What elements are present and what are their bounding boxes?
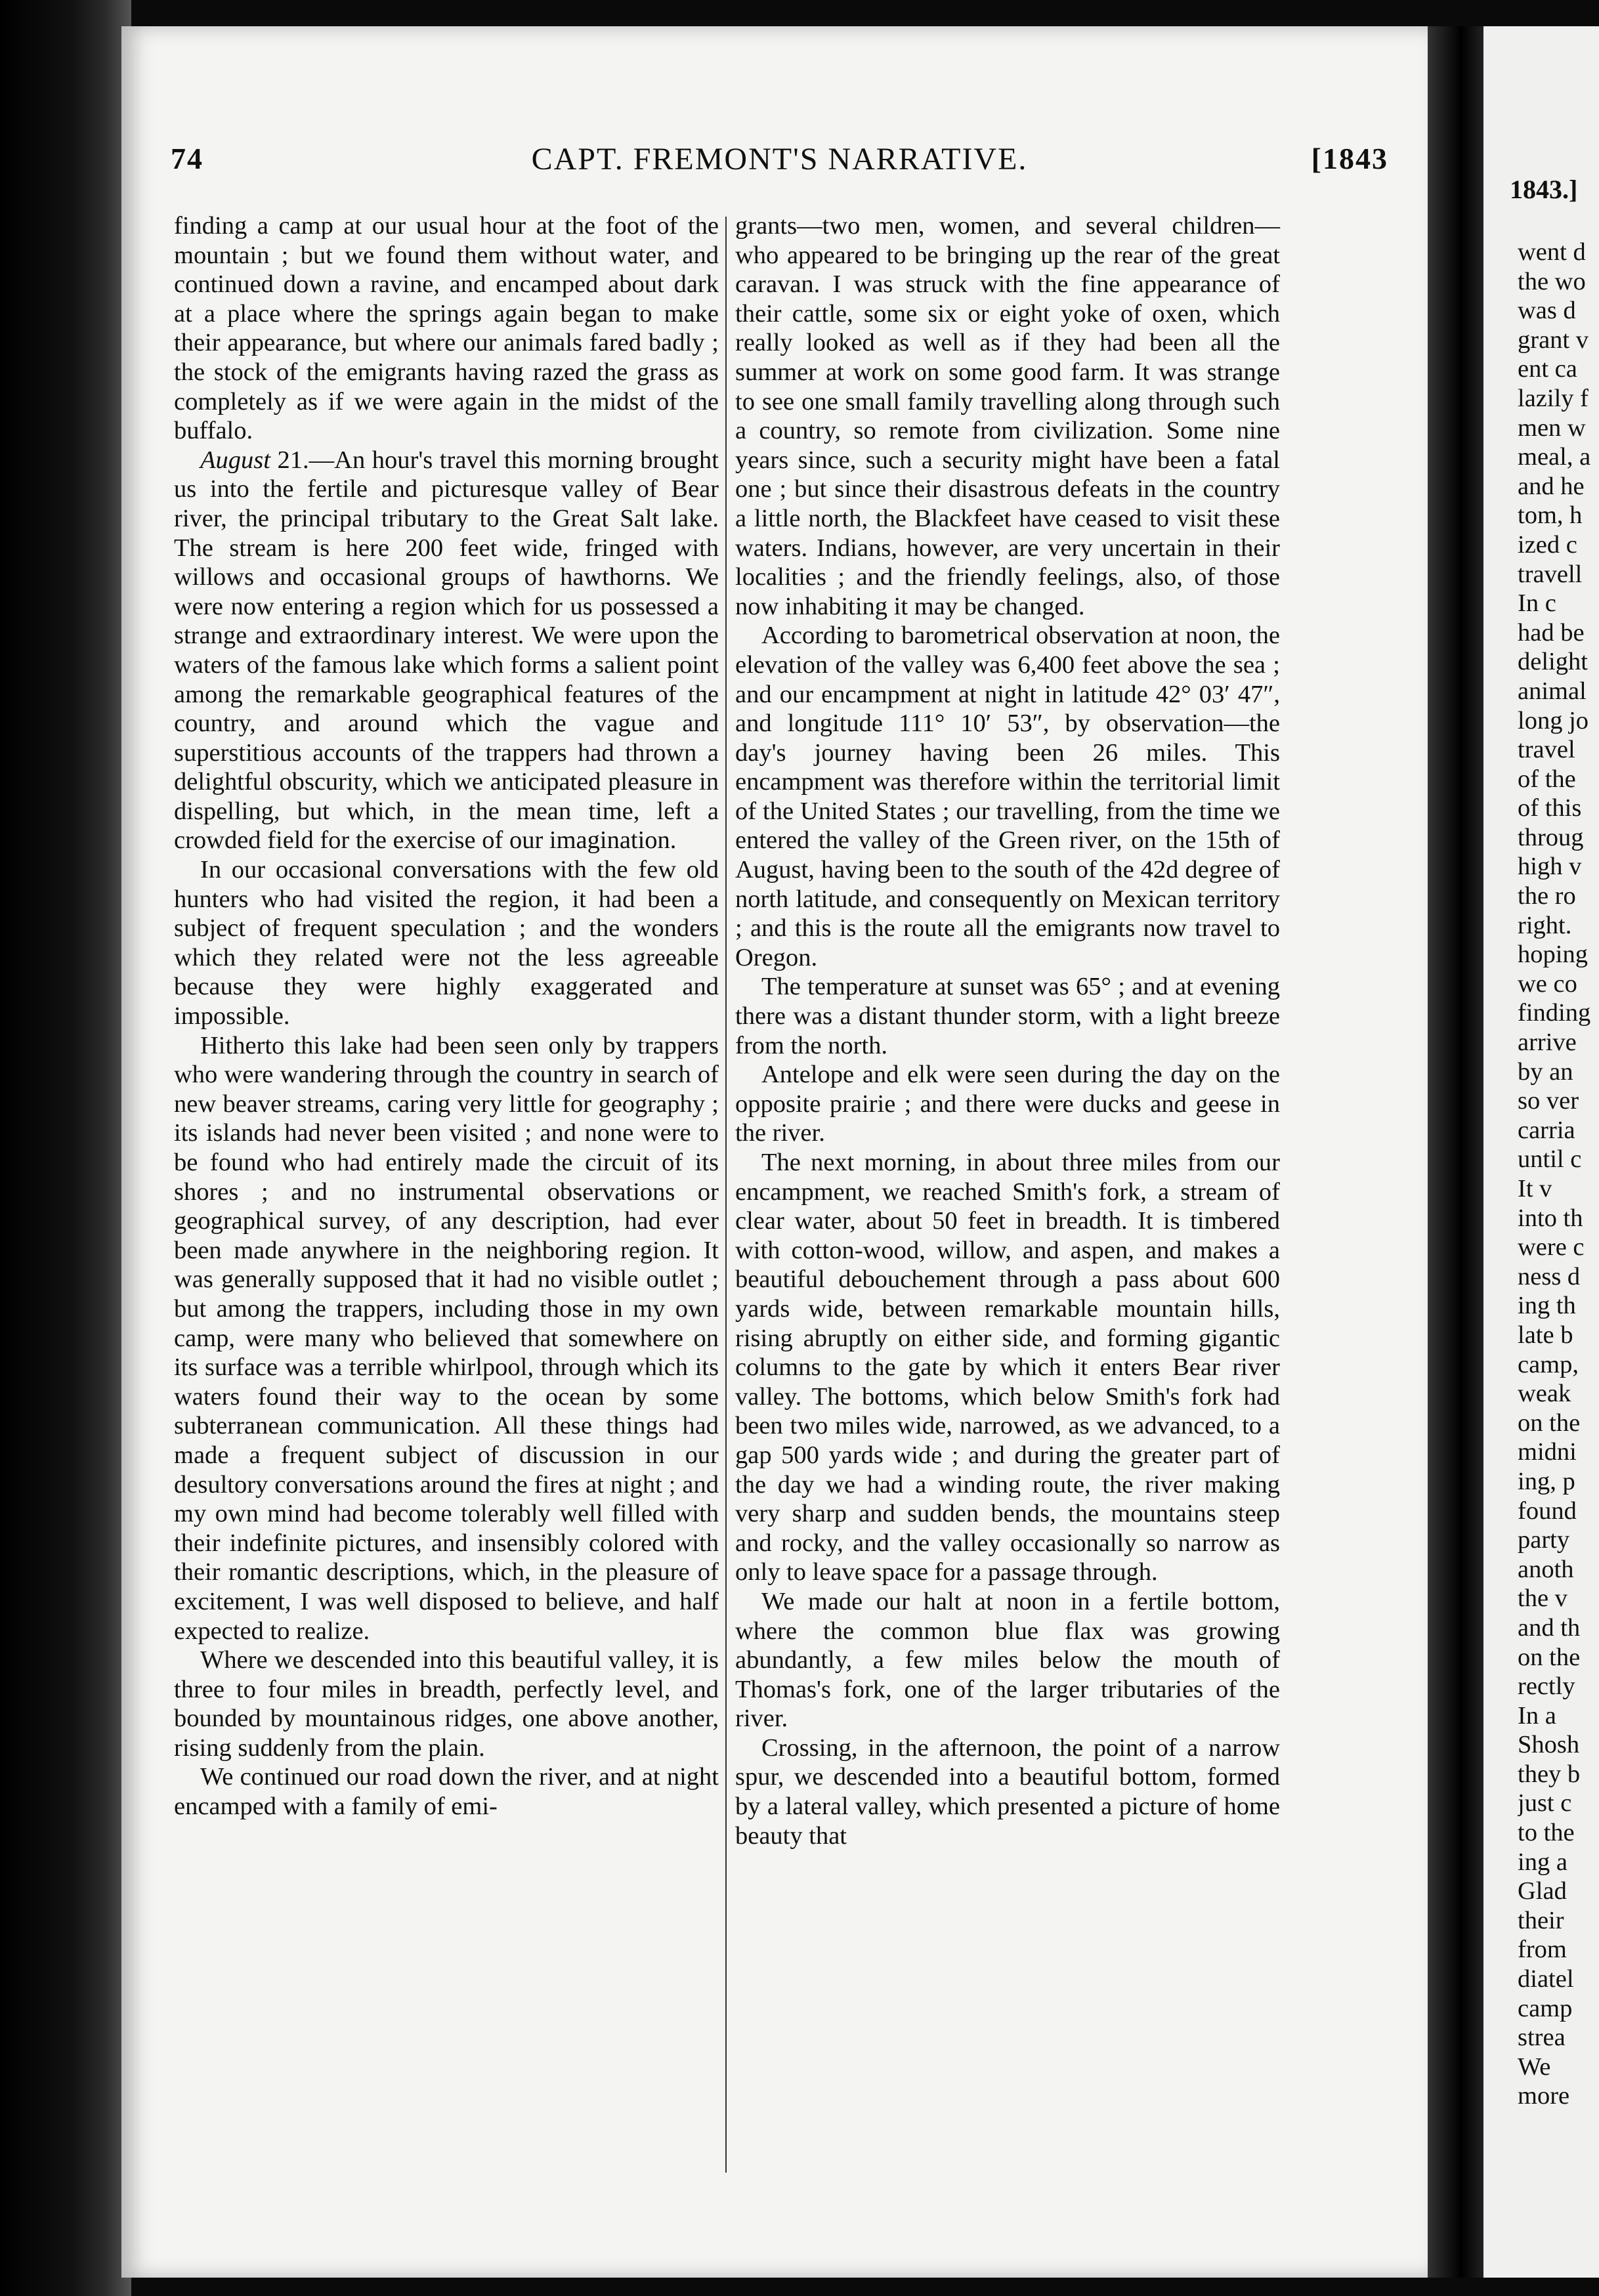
paragraph: We made our halt at noon in a fertile bottom, where the common blue flax was growing abundantly, a few miles below the mouth of Thomas's fork, one of the larger tributaries of the river. bbox=[735, 1587, 1280, 1733]
facing-page-line: finding bbox=[1518, 999, 1591, 1027]
facing-page-line: into th bbox=[1518, 1204, 1583, 1232]
date-lead-in: August bbox=[200, 446, 270, 474]
facing-page-line: party bbox=[1518, 1526, 1570, 1554]
facing-page-line: animal bbox=[1518, 677, 1587, 705]
left-text-column bbox=[174, 211, 719, 1821]
facing-page-line: strea bbox=[1518, 2024, 1566, 2052]
paragraph: Where we descended into this beautiful valley, it is three to four miles in breadth, perfectly level, and bounded by mountainous ridges, one above another, rising suddenly from the plain. bbox=[174, 1646, 719, 1762]
facing-page-line: the wo bbox=[1518, 267, 1586, 295]
facing-page-line: ing th bbox=[1518, 1292, 1576, 1320]
facing-page-line: we co bbox=[1518, 969, 1577, 998]
facing-page-line: carria bbox=[1518, 1116, 1575, 1144]
facing-page-line: were c bbox=[1518, 1233, 1585, 1262]
facing-page-line: high v bbox=[1518, 853, 1582, 881]
facing-page-line: grant v bbox=[1518, 326, 1588, 354]
page-gutter bbox=[1428, 26, 1483, 2278]
paragraph: The temperature at sunset was 65° ; and at evening there was a distant thunder storm, with a light breeze from the north. bbox=[735, 973, 1280, 1059]
paragraph-text: 21.—An hour's travel this morning brought us into the fertile and picturesque valley of Bear river, the principal tributary to the Great Salt lake. The stream is here 200 feet wide, fringed with willows and occasional groups of hawthorns. We were now entering a region which for us possessed a strange and extraordinary interest. We were upon the waters of the famous lake which forms a salient point among the remarkable geographical features of the country, and around which the vague and superstitious accounts of the trappers had thrown a delightful obscurity, which we anticipated pleasure in dispelling, but which, in the mean time, left a crowded field for the exercise of our imagination. bbox=[174, 446, 719, 855]
right-text-column bbox=[735, 211, 1280, 1850]
facing-page-line: midni bbox=[1518, 1438, 1577, 1466]
facing-page-line: and he bbox=[1518, 472, 1585, 500]
facing-page-line: by an bbox=[1518, 1057, 1573, 1086]
binding-shadow bbox=[0, 0, 131, 2296]
facing-page-line: from bbox=[1518, 1936, 1567, 1964]
facing-page-line: on the bbox=[1518, 1643, 1581, 1671]
facing-page-line: ized c bbox=[1518, 530, 1577, 559]
facing-page-line: ing a bbox=[1518, 1848, 1567, 1876]
facing-page-line: In c bbox=[1518, 589, 1556, 618]
facing-page-line: the v bbox=[1518, 1584, 1567, 1613]
facing-page-line: they b bbox=[1518, 1760, 1581, 1788]
paragraph: We continued our road down the river, and at night encamped with a family of emi- bbox=[174, 1763, 719, 1821]
facing-page-line: meal, a bbox=[1518, 443, 1591, 471]
facing-page-line: camp, bbox=[1518, 1350, 1579, 1378]
facing-page-line: more bbox=[1518, 2082, 1570, 2110]
column-rule bbox=[725, 217, 727, 2173]
page-header bbox=[171, 141, 1388, 187]
facing-page-line: had be bbox=[1518, 618, 1585, 647]
paragraph: The next morning, in about three miles from our encampment, we reached Smith's fork, a stream of clear water, about 50 feet in breadth. It is timbered with cotton-wood, willow, and aspen, and makes a beautiful debouchement through a pass about 600 yards wide, between remarkable mountain hills, rising abruptly on either side, and forming gigantic columns to the gate by which it enters Bear river valley. The bottoms, which below Smith's fork had been two miles wide, narrowed, as we advanced, to a gap 500 yards wide ; and during the greater part of the day we had a winding route, the river making very sharp and sudden bends, the mountains steep and rocky, and the valley occasionally so narrow as only to leave space for a passage through. bbox=[735, 1149, 1280, 1586]
facing-page-line: found bbox=[1518, 1497, 1577, 1525]
facing-page-line: arrive bbox=[1518, 1029, 1577, 1057]
facing-page-line: long jo bbox=[1518, 706, 1589, 734]
facing-page-text bbox=[1518, 238, 1599, 2111]
facing-page-line: men w bbox=[1518, 414, 1586, 442]
facing-page-line: and th bbox=[1518, 1613, 1581, 1642]
facing-page-line: It v bbox=[1518, 1175, 1552, 1202]
facing-page-line: tom, h bbox=[1518, 501, 1583, 530]
facing-page-line: travel bbox=[1518, 736, 1575, 764]
paragraph: In our occasional conversations with the few old hunters who had visited the region, it had been a subject of frequent speculation ; and the wonders which they related were not the less agreeable because they were highly exaggerated and impossible. bbox=[174, 856, 719, 1031]
facing-page-line: In a bbox=[1518, 1701, 1556, 1730]
page-number: 74 bbox=[171, 142, 203, 175]
facing-page-line: ness d bbox=[1518, 1262, 1581, 1290]
facing-page-line: until c bbox=[1518, 1145, 1582, 1174]
facing-page-line: right. bbox=[1518, 911, 1572, 939]
facing-page-line: delight bbox=[1518, 648, 1588, 676]
facing-page-line: We bbox=[1518, 2052, 1551, 2081]
facing-page-line: throug bbox=[1518, 823, 1584, 851]
paragraph: grants—two men, women, and several children—who appeared to be bringing up the rear of the great caravan. I was struck with the fine appearance of their cattle, some six or eight yoke of oxen, which really looked as well as if they had been all the summer at work on some good farm. It was strange to see one small family travelling along through such a country, so remote from civilization. Some nine years since, such a security might have been a fatal one ; but since their disastrous defeats in the country a little north, the Blackfeet have ceased to visit these waters. Indians, however, are very uncertain in their localities ; and the friendly feelings, also, of those now inhabiting it may be changed. bbox=[735, 212, 1280, 620]
facing-page-line: on the bbox=[1518, 1409, 1581, 1437]
paragraph: Hitherto this lake had been seen only by trappers who were wandering through the country in search of new beaver streams, caring very little for geography ; its islands had never been visited ; and none were to be found who had entirely made the circuit of its shores ; and no instrumental observations or geographical survey, of any description, had ever been made anywhere in the neighboring region. It was generally supposed that it had no visible outlet ; but among the trappers, including those in my own camp, were many who believed that somewhere on its surface was a terrible whirlpool, through which its waters found their way to the ocean by some subterranean communication. All these things had made a frequent subject of discussion in our desultory conversations around the fires at night ; and my own mind had become tolerably well filled with their indefinite pictures, and insensibly colored with their romantic descriptions, which, in the pleasure of excitement, I was well disposed to believe, and half expected to realize. bbox=[174, 1031, 719, 1645]
facing-page-line: was d bbox=[1518, 297, 1576, 325]
facing-page-line: their bbox=[1518, 1906, 1564, 1934]
facing-page-line: diatel bbox=[1518, 1965, 1574, 1993]
facing-page-line: anoth bbox=[1518, 1555, 1574, 1583]
facing-page-line: rectly bbox=[1518, 1672, 1575, 1701]
facing-page-header: 1843.] bbox=[1510, 175, 1578, 204]
facing-page-line: so ver bbox=[1518, 1087, 1579, 1115]
facing-page-edge bbox=[1483, 26, 1599, 2278]
facing-page-line: of this bbox=[1518, 794, 1582, 822]
paragraph: According to barometrical observation at noon, the elevation of the valley was 6,400 feet above the sea ; and our encampment at night in latitude 42° 03′ 47″, and longitude 111° 10′ 53″, by observation—the day's journey having been 26 miles. This encampment was therefore within the territorial limit of the United States ; our travelling, from the time we entered the valley of the Green river, on the 15th of August, having been to the south of the 42d degree of north latitude, and consequently on Mexican territory ; and this is the route all the emigrants now travel to Oregon. bbox=[735, 622, 1280, 971]
facing-page-line: Glad bbox=[1518, 1877, 1567, 1905]
paragraph bbox=[174, 446, 719, 855]
facing-page-line: ing, p bbox=[1518, 1467, 1575, 1495]
facing-page-line: to the bbox=[1518, 1819, 1575, 1847]
facing-page-line: late b bbox=[1518, 1321, 1573, 1349]
facing-page-line: ent ca bbox=[1518, 355, 1577, 383]
facing-page-line: just c bbox=[1518, 1789, 1572, 1818]
facing-page-line: Shosh bbox=[1518, 1731, 1580, 1759]
facing-page-line: weak bbox=[1518, 1380, 1571, 1408]
facing-page-line: went d bbox=[1518, 238, 1586, 266]
facing-page-line: of the bbox=[1518, 765, 1576, 793]
paragraph: Antelope and elk were seen during the day on the opposite prairie ; and there were ducks and geese in the river. bbox=[735, 1061, 1280, 1147]
facing-page-line: camp bbox=[1518, 1994, 1573, 2022]
facing-page-line: travell bbox=[1518, 560, 1583, 588]
running-title: CAPT. FREMONT'S NARRATIVE. bbox=[531, 142, 1028, 177]
facing-page-line: hoping bbox=[1518, 941, 1588, 969]
facing-page-line: the ro bbox=[1518, 882, 1576, 910]
header-year: [1843 bbox=[1311, 142, 1388, 175]
paragraph: finding a camp at our usual hour at the foot of the mountain ; but we found them without water, and continued down a ravine, and encamped about dark at a place where the springs again began to make their appearance, but where our animals fared badly ; the stock of the emigrants having razed the grass as completely as if we were again in the midst of the buffalo. bbox=[174, 212, 719, 445]
paragraph: Crossing, in the afternoon, the point of a narrow spur, we descended into a beautiful bottom, formed by a lateral valley, which presented a picture of home beauty that bbox=[735, 1733, 1280, 1850]
facing-page-line: lazily f bbox=[1518, 384, 1588, 412]
